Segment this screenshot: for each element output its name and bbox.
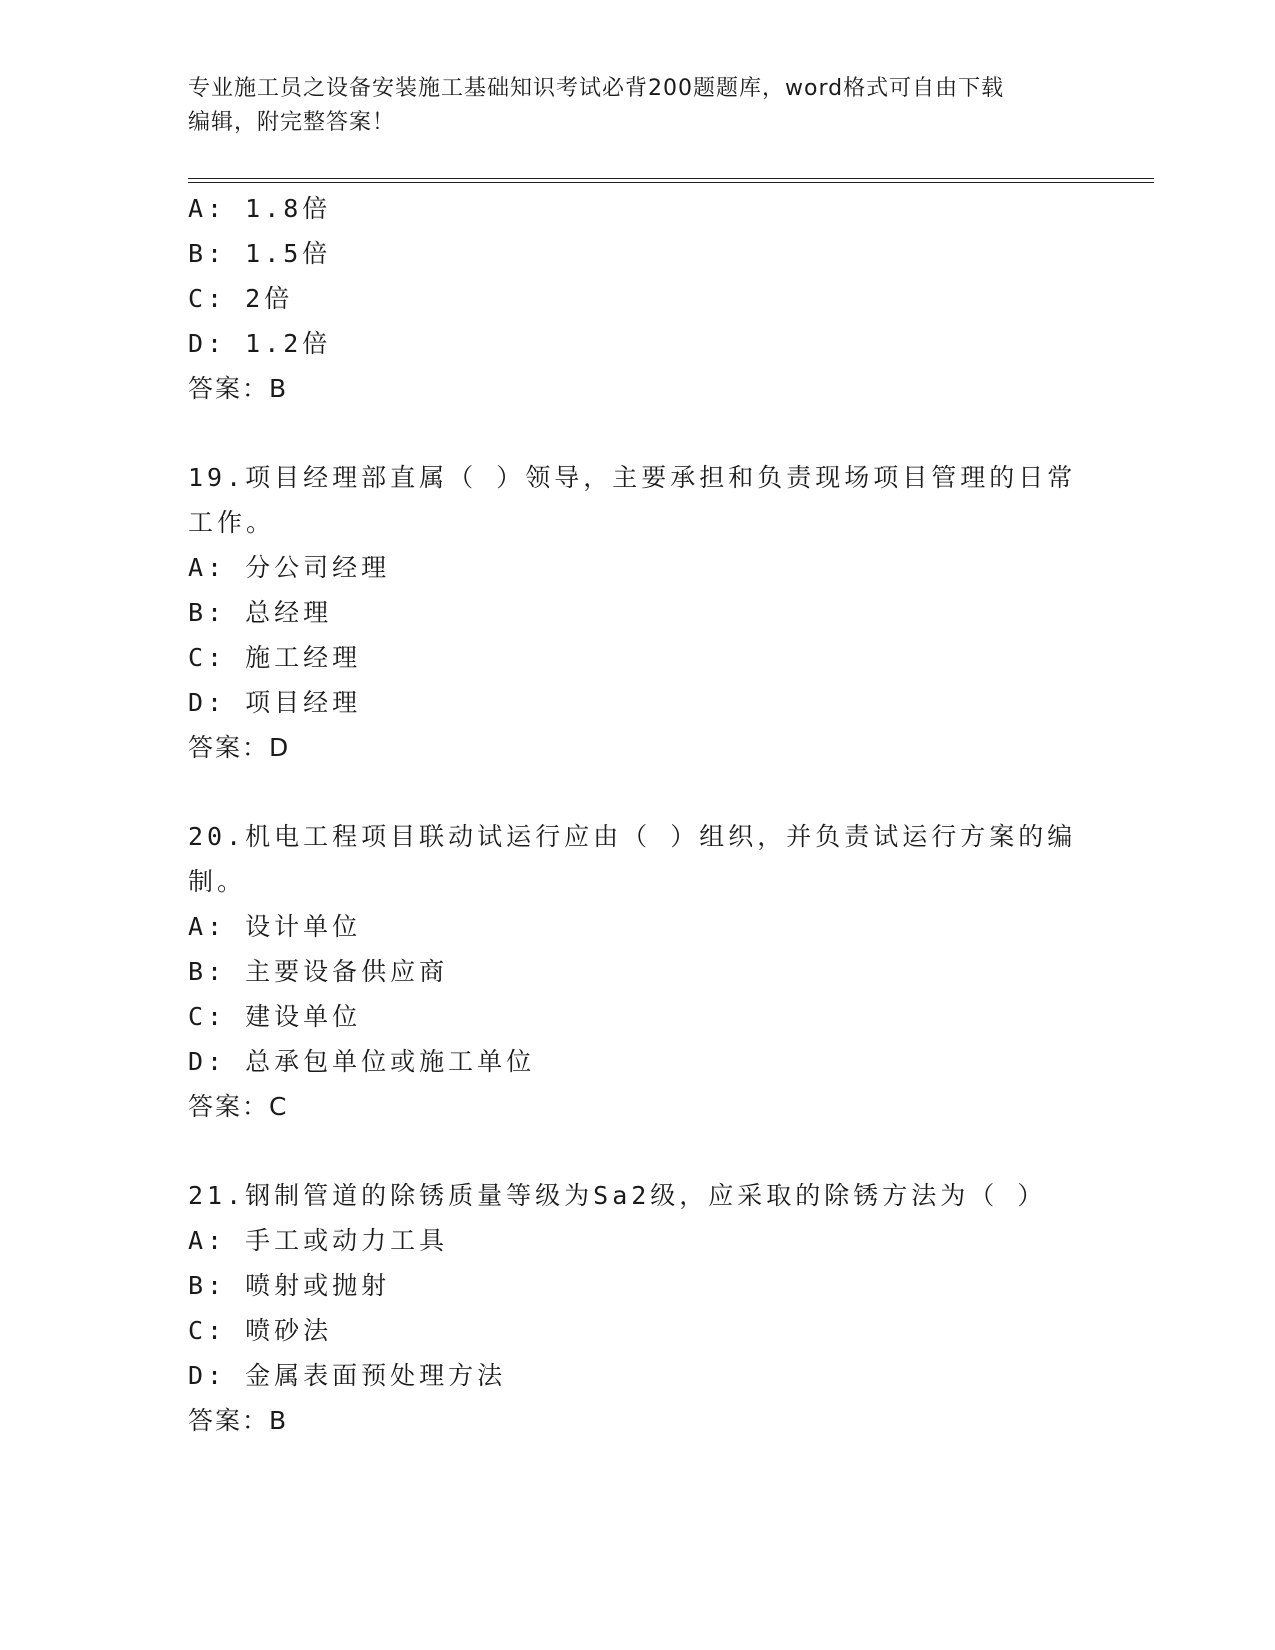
q18-answer: 答案：B <box>188 374 289 403</box>
document-header <box>188 72 1088 140</box>
q19-answer: 答案：D <box>188 733 291 762</box>
q21-option-a: A: 手工或动力工具 <box>188 1226 449 1255</box>
q20-stem-line-1: 20.机电工程项目联动试运行应由（ ）组织，并负责试运行方案的编 <box>188 822 1077 851</box>
q20-option-c: C: 建设单位 <box>188 1002 362 1031</box>
q19-option-a: A: 分公司经理 <box>188 553 391 582</box>
q19-stem-line-2: 工作。 <box>188 508 276 537</box>
q20-option-d: D: 总承包单位或施工单位 <box>188 1047 536 1076</box>
q19-stem-line-1: 19.项目经理部直属（ ）领导，主要承担和负责现场项目管理的日常 <box>188 463 1077 492</box>
q20-option-b: B: 主要设备供应商 <box>188 957 449 986</box>
q21-option-d: D: 金属表面预处理方法 <box>188 1361 507 1390</box>
q20-stem-line-2: 制。 <box>188 867 247 896</box>
q19-option-d: D: 项目经理 <box>188 688 362 717</box>
q21-option-b: B: 喷射或抛射 <box>188 1271 391 1300</box>
header-divider-top <box>188 178 1154 179</box>
header-line-1: 专业施工员之设备安装施工基础知识考试必背200题题库，word格式可自由下载 <box>188 76 1005 101</box>
q20-answer: 答案：C <box>188 1092 289 1121</box>
q21-stem-line-1: 21.钢制管道的除锈质量等级为Sa2级，应采取的除锈方法为（ ） <box>188 1181 1047 1210</box>
q18-option-a: A: 1.8倍 <box>188 194 332 223</box>
q19-option-c: C: 施工经理 <box>188 643 362 672</box>
q18-option-d: D: 1.2倍 <box>188 329 332 358</box>
q21-answer: 答案：B <box>188 1406 289 1435</box>
q20-option-a: A: 设计单位 <box>188 912 362 941</box>
header-line-2: 编辑，附完整答案！ <box>188 110 396 135</box>
header-divider-bottom <box>188 182 1154 183</box>
q19-option-b: B: 总经理 <box>188 598 333 627</box>
q18-option-c: C: 2倍 <box>188 284 294 313</box>
q18-option-b: B: 1.5倍 <box>188 239 332 268</box>
q21-option-c: C: 喷砂法 <box>188 1316 333 1345</box>
